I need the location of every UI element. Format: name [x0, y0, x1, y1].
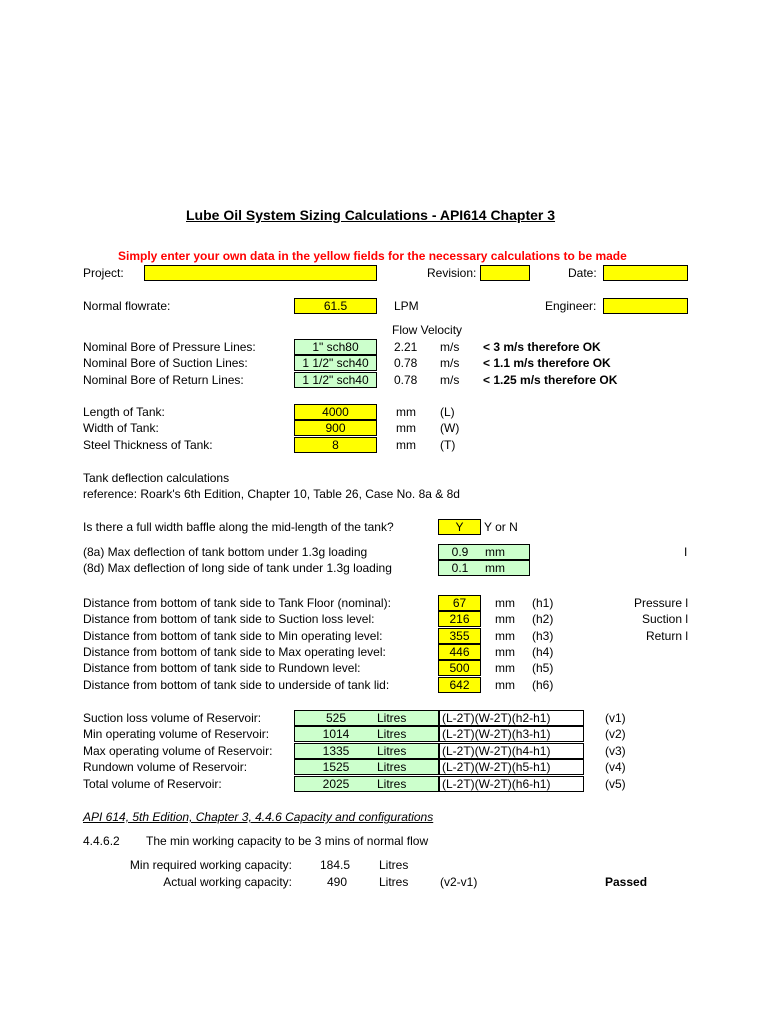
- api-heading: API 614, 5th Edition, Chapter 3, 4.4.6 Capacity and configurations: [83, 810, 434, 824]
- flow-velocity-header: Flow Velocity: [392, 323, 463, 337]
- tank-symbol: (W): [440, 421, 460, 435]
- min-capacity-value: 184.5: [320, 858, 351, 872]
- flowrate-field[interactable]: 61.5: [294, 298, 377, 314]
- flowrate-label: Normal flowrate:: [83, 299, 171, 313]
- level-field[interactable]: 500: [438, 660, 481, 676]
- deflection-label: (8d) Max deflection of long side of tank under 1.3g loading: [83, 561, 392, 575]
- project-field[interactable]: [144, 265, 377, 281]
- deflection-heading: Tank deflection calculations: [83, 471, 230, 485]
- volume-cell: [294, 776, 439, 792]
- volume-symbol: (v5): [605, 777, 626, 791]
- engineer-label: Engineer:: [545, 299, 597, 313]
- level-symbol: (h6): [532, 678, 554, 692]
- volume-unit: Litres: [377, 727, 407, 741]
- volume-cell: [294, 726, 439, 742]
- date-field[interactable]: [603, 265, 688, 281]
- level-symbol: (h4): [532, 645, 554, 659]
- baffle-field[interactable]: Y: [438, 519, 481, 535]
- level-field[interactable]: 642: [438, 677, 481, 693]
- actual-capacity-formula: (v2-v1): [440, 875, 478, 889]
- tank-width-field[interactable]: 900: [294, 420, 377, 436]
- tank-thickness-field[interactable]: 8: [294, 437, 377, 453]
- line-velocity-unit: m/s: [440, 356, 460, 370]
- deflection-label: (8a) Max deflection of tank bottom under 1.3g loading: [83, 545, 368, 559]
- flowrate-unit: LPM: [394, 299, 419, 313]
- volume-formula: (L-2T)(W-2T)(h5-h1): [439, 759, 584, 775]
- volume-formula: (L-2T)(W-2T)(h2-h1): [439, 710, 584, 726]
- deflection-unit: mm: [485, 561, 505, 575]
- edge-text: I: [684, 545, 688, 559]
- level-unit: mm: [495, 645, 515, 659]
- deflection-value: 0.1: [451, 561, 469, 575]
- volume-label: Rundown volume of Reservoir:: [83, 760, 248, 774]
- deflection-unit: mm: [485, 545, 505, 559]
- tank-length-field[interactable]: 4000: [294, 404, 377, 420]
- level-unit: mm: [495, 612, 515, 626]
- level-symbol: (h1): [532, 596, 554, 610]
- baffle-question: Is there a full width baffle along the mid-length of the tank?: [83, 520, 394, 534]
- line-velocity: 0.78: [394, 373, 418, 387]
- level-label: Distance from bottom of tank side to Tank Floor (nominal):: [83, 596, 391, 610]
- min-capacity-unit: Litres: [379, 858, 409, 872]
- level-label: Distance from bottom of tank side to Max operating level:: [83, 645, 386, 659]
- instruction-text: Simply enter your own data in the yellow fields for the necessary calculations to be made: [118, 249, 627, 263]
- actual-capacity-label: Actual working capacity:: [163, 875, 292, 889]
- line-check: < 3 m/s therefore OK: [483, 340, 601, 354]
- volume-unit: Litres: [377, 760, 407, 774]
- level-label: Distance from bottom of tank side to Min operating level:: [83, 629, 383, 643]
- volume-symbol: (v2): [605, 727, 626, 741]
- level-unit: mm: [495, 629, 515, 643]
- tank-unit: mm: [396, 405, 416, 419]
- page-title: Lube Oil System Sizing Calculations - API614 Chapter 3: [186, 207, 556, 223]
- volume-label: Suction loss volume of Reservoir:: [83, 711, 262, 725]
- volume-value: 2025: [322, 777, 350, 791]
- level-field[interactable]: 216: [438, 611, 481, 627]
- revision-label: Revision:: [427, 266, 477, 280]
- level-symbol: (h2): [532, 612, 554, 626]
- line-label: Nominal Bore of Suction Lines:: [83, 356, 248, 370]
- level-label: Distance from bottom of tank side to underside of tank lid:: [83, 678, 390, 692]
- volume-formula: (L-2T)(W-2T)(h4-h1): [439, 743, 584, 759]
- line-check: < 1.25 m/s therefore OK: [483, 373, 618, 387]
- line-label: Nominal Bore of Pressure Lines:: [83, 340, 256, 354]
- level-unit: mm: [495, 596, 515, 610]
- volume-value: 1525: [322, 760, 350, 774]
- level-symbol: (h3): [532, 629, 554, 643]
- line-velocity: 2.21: [394, 340, 418, 354]
- volume-label: Min operating volume of Reservoir:: [83, 727, 270, 741]
- volume-label: Total volume of Reservoir:: [83, 777, 222, 791]
- volume-symbol: (v4): [605, 760, 626, 774]
- deflection-reference: reference: Roark's 6th Edition, Chapter 10, Table 26, Case No. 8a & 8d: [83, 487, 460, 501]
- level-field[interactable]: 446: [438, 644, 481, 660]
- volume-label: Max operating volume of Reservoir:: [83, 744, 273, 758]
- line-velocity-unit: m/s: [440, 373, 460, 387]
- line-velocity: 0.78: [394, 356, 418, 370]
- min-capacity-label: Min required working capacity:: [129, 858, 292, 872]
- volume-formula: (L-2T)(W-2T)(h6-h1): [439, 776, 584, 792]
- deflection-cell: [438, 544, 530, 560]
- tank-label: Length of Tank:: [83, 405, 165, 419]
- tank-unit: mm: [396, 438, 416, 452]
- level-unit: mm: [495, 678, 515, 692]
- volume-symbol: (v3): [605, 744, 626, 758]
- clause-text: The min working capacity to be 3 mins of normal flow: [146, 834, 429, 848]
- tank-symbol: (L): [440, 405, 455, 419]
- tank-label: Steel Thickness of Tank:: [83, 438, 213, 452]
- revision-field[interactable]: [480, 265, 530, 281]
- line-size-cell: 1 1/2" sch40: [294, 372, 377, 388]
- volume-unit: Litres: [377, 711, 407, 725]
- volume-symbol: (v1): [605, 711, 626, 725]
- deflection-cell: [438, 560, 530, 576]
- volume-formula: (L-2T)(W-2T)(h3-h1): [439, 726, 584, 742]
- line-check: < 1.1 m/s therefore OK: [483, 356, 611, 370]
- volume-unit: Litres: [377, 777, 407, 791]
- edge-text: Pressure l: [633, 596, 688, 610]
- level-label: Distance from bottom of tank side to Suction loss level:: [83, 612, 375, 626]
- actual-capacity-value: 490: [327, 875, 348, 889]
- tank-label: Width of Tank:: [83, 421, 159, 435]
- line-label: Nominal Bore of Return Lines:: [83, 373, 244, 387]
- tank-symbol: (T): [440, 438, 456, 452]
- level-symbol: (h5): [532, 661, 554, 675]
- level-unit: mm: [495, 661, 515, 675]
- engineer-field[interactable]: [603, 298, 688, 314]
- project-label: Project:: [83, 266, 124, 280]
- capacity-result: Passed: [605, 875, 648, 889]
- tank-unit: mm: [396, 421, 416, 435]
- line-size-cell: 1 1/2" sch40: [294, 355, 377, 371]
- actual-capacity-unit: Litres: [379, 875, 409, 889]
- volume-cell: [294, 743, 439, 759]
- volume-cell: [294, 710, 439, 726]
- volume-cell: [294, 759, 439, 775]
- clause-number: 4.4.6.2: [83, 834, 120, 848]
- level-field[interactable]: 355: [438, 628, 481, 644]
- level-label: Distance from bottom of tank side to Rundown level:: [83, 661, 361, 675]
- baffle-hint: Y or N: [484, 520, 518, 534]
- level-field[interactable]: 67: [438, 595, 481, 611]
- date-label: Date:: [568, 266, 597, 280]
- deflection-value: 0.9: [451, 545, 469, 559]
- edge-text: Return l: [645, 629, 688, 643]
- line-velocity-unit: m/s: [440, 340, 460, 354]
- line-size-cell: 1" sch80: [294, 339, 377, 355]
- volume-unit: Litres: [377, 744, 407, 758]
- edge-text: Suction l: [641, 612, 688, 626]
- volume-value: 1014: [322, 727, 350, 741]
- volume-value: 1335: [322, 744, 350, 758]
- volume-value: 525: [325, 711, 347, 725]
